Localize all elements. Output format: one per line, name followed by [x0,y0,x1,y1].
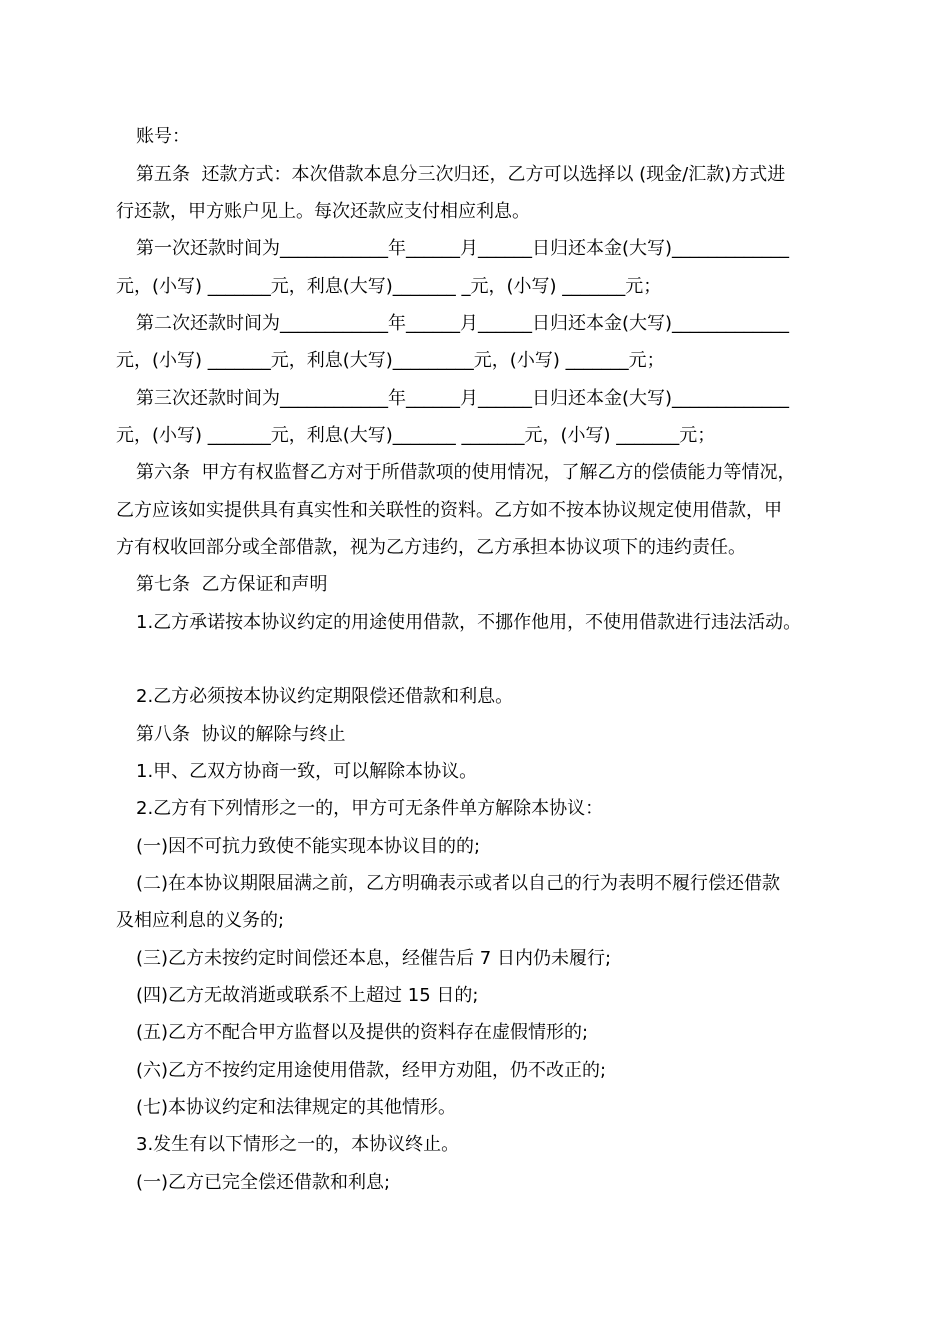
termination-case-1: (一)因不可抗力致使不能实现本协议目的的; [136,836,481,857]
termination-case-2-cont: 及相应利息的义务的; [116,910,285,931]
article-7-item-2: 2.乙方必须按本协议约定期限偿还借款和利息。 [136,686,514,707]
repayment-1-line: 第一次还款时间为____________年______月______日归还本金(大写)_____________ [136,238,790,259]
article-7-heading: 第七条 乙方保证和声明 [136,574,328,595]
repayment-1-amounts: 元，(小写) _______元，利息(大写)_______ _元，(小写) _______元； [116,276,662,297]
termination-case-2: (二)在本协议期限届满之前，乙方明确表示或者以自己的行为表明不履行偿还借款 [136,873,781,894]
article-8-heading: 第八条 协议的解除与终止 [136,724,346,745]
article-6-heading: 第六条 甲方有权监督乙方对于所借款项的使用情况，了解乙方的偿债能力等情况， [136,462,796,483]
end-case-1: (一)乙方已完全偿还借款和利息; [136,1172,391,1193]
article-8-item-1: 1.甲、乙双方协商一致，可以解除本协议。 [136,761,478,782]
article-7-item-1: 1.乙方承诺按本协议约定的用途使用借款，不挪作他用，不使用借款进行违法活动。 [136,612,802,633]
article-6-text-2: 方有权收回部分或全部借款，视为乙方违约，乙方承担本协议项下的违约责任。 [116,537,746,558]
repayment-3-line: 第三次还款时间为____________年______月______日归还本金(大写)_____________ [136,388,790,409]
repayment-2-line: 第二次还款时间为____________年______月______日归还本金(大写)_____________ [136,313,790,334]
termination-case-5: (五)乙方不配合甲方监督以及提供的资料存在虚假情形的; [136,1022,589,1043]
article-8-item-2: 2.乙方有下列情形之一的，甲方可无条件单方解除本协议： [136,798,604,819]
termination-case-6: (六)乙方不按约定用途使用借款，经甲方劝阻，仍不改正的; [136,1060,607,1081]
termination-case-7: (七)本协议约定和法律规定的其他情形。 [136,1097,457,1118]
article-8-item-3: 3.发生有以下情形之一的，本协议终止。 [136,1134,460,1155]
termination-case-4: (四)乙方无故消逝或联系不上超过 15 日的; [136,985,479,1006]
repayment-2-amounts: 元，(小写) _______元，利息(大写)_________元，(小写) _______元； [116,350,665,371]
article-5-heading: 第五条 还款方式：本次借款本息分三次归还，乙方可以选择以 (现金/汇款)方式进 [136,164,786,185]
article-6-text-1: 乙方应该如实提供具有真实性和关联性的资料。乙方如不按本协议规定使用借款，甲 [116,500,782,521]
termination-case-3: (三)乙方未按约定时间偿还本息，经催告后 7 日内仍未履行; [136,948,612,969]
account-line: 账号： [136,126,190,147]
article-5-text: 行还款，甲方账户见上。每次还款应支付相应利息。 [116,201,530,222]
repayment-3-amounts: 元，(小写) _______元，利息(大写)_______ _______元，(小写) _______元； [116,425,716,446]
